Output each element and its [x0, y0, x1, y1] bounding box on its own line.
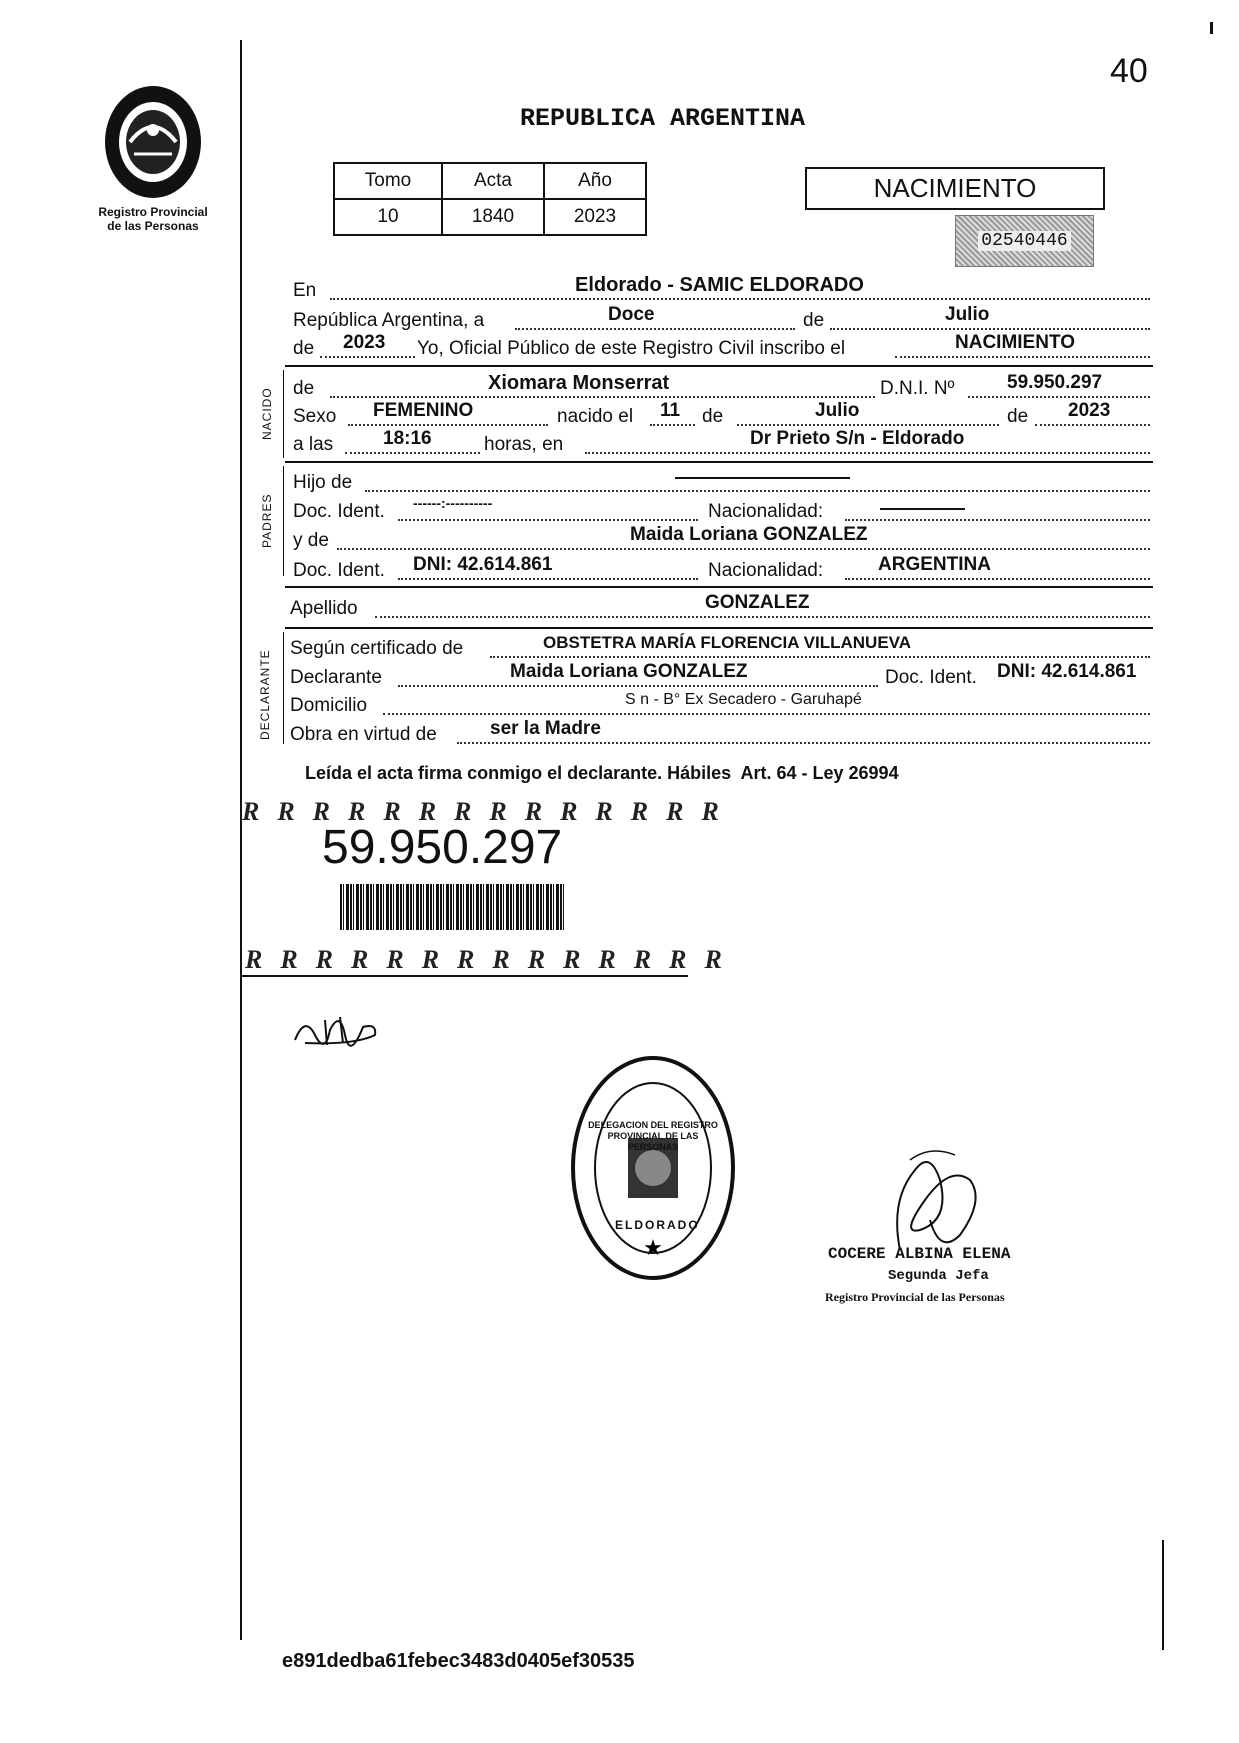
apellido-label: Apellido [290, 598, 358, 619]
record-table [333, 162, 647, 236]
dotted-line [968, 396, 1150, 398]
de-label: de [803, 310, 825, 331]
seal-ring-text: DELEGACION DEL REGISTRO PROVINCIAL DE LAS PERSONAS [588, 1120, 718, 1152]
anio-nac-value: 2023 [1068, 400, 1111, 421]
official-signature [880, 1140, 990, 1260]
dotted-line [490, 656, 1150, 658]
blank-dash [675, 477, 850, 479]
section-declarante-label: DECLARANTE [258, 649, 272, 740]
obra-value: ser la Madre [490, 718, 601, 739]
section-divider [285, 586, 1153, 588]
dotted-line [337, 548, 1150, 550]
nac1-label: Nacionalidad: [708, 501, 824, 522]
section-divider [285, 627, 1153, 629]
apellido-value: GONZALEZ [705, 592, 810, 613]
value-acta: 1840 [442, 199, 544, 235]
dom-value: S n - B° Ex Secadero - Garuhapé [625, 691, 862, 708]
dotted-line [398, 685, 878, 687]
section-divider [285, 461, 1153, 463]
dni-value: 59.950.297 [1007, 372, 1103, 393]
hora-value: 18:16 [383, 428, 432, 449]
dotted-line [457, 742, 1150, 744]
act-type: NACIMIENTO [873, 173, 1037, 203]
anio-value: 2023 [343, 332, 386, 353]
section-bracket [283, 632, 284, 744]
dotted-line [398, 519, 698, 521]
official-title: Segunda Jefa [888, 1268, 989, 1284]
tipo-value: NACIMIENTO [955, 332, 1075, 353]
dom-label: Domicilio [290, 695, 368, 716]
dia-nac-value: 11 [660, 400, 681, 421]
dni-label: D.N.I. Nº [880, 378, 955, 399]
security-band-bottom: RRRRRRRRRRRRRR [245, 945, 740, 974]
horas-en-label: horas, en [484, 434, 564, 455]
official-name: COCERE ALBINA ELENA [828, 1245, 1011, 1263]
security-band-top: RRRRRRRRRRRRRR [242, 797, 737, 826]
dotted-line [845, 578, 1150, 580]
dotted-line [365, 490, 1150, 492]
closing-text: Leída el acta firma conmigo el declarante. Hábiles Art. 64 - Ley 26994 [305, 763, 899, 783]
de2-label: de [293, 338, 315, 359]
id-number: 59.950.297 [322, 821, 563, 874]
cert-value: OBSTETRA MARÍA FLORENCIA VILLANUEVA [543, 633, 912, 652]
barcode [340, 884, 565, 930]
nacido-el-label: nacido el [557, 406, 634, 427]
de-label: de [702, 406, 724, 427]
dotted-line [650, 424, 695, 426]
value-anio: 2023 [544, 199, 646, 235]
dotted-line [585, 452, 1150, 454]
blank-dash [880, 508, 965, 510]
right-margin-line [1162, 1540, 1164, 1650]
doc2-value: DNI: 42.614.861 [413, 554, 553, 575]
obra-label: Obra en virtud de [290, 724, 437, 745]
dotted-line [348, 424, 548, 426]
value-tomo: 10 [334, 199, 442, 235]
section-nacido-label: NACIDO [260, 387, 274, 440]
sexo-value: FEMENINO [373, 400, 474, 421]
act-type-box [805, 167, 1105, 210]
dotted-line [398, 578, 698, 580]
doc2-label: Doc. Ident. [293, 560, 385, 581]
official-org: Registro Provincial de las Personas [825, 1290, 1005, 1304]
alas-label: a las [293, 434, 334, 455]
section-divider [285, 365, 1153, 367]
seal-center-text: ELDORADO [615, 1218, 700, 1232]
doc1-value: ------:---------- [413, 495, 493, 511]
dotted-line [320, 356, 415, 358]
dotted-line [515, 328, 795, 330]
dotted-line [383, 713, 1150, 715]
nombre-value: Xiomara Monserrat [488, 372, 670, 394]
en-label: En [293, 280, 317, 301]
corner-mark [1210, 22, 1213, 34]
nacido-de-label: de [293, 378, 315, 399]
left-margin-line [240, 40, 242, 1640]
svg-text:★: ★ [643, 1235, 663, 1260]
mes-value: Julio [945, 304, 990, 325]
hijo-label: Hijo de [293, 472, 353, 493]
header-tomo: Tomo [334, 163, 442, 199]
dotted-line [845, 519, 1150, 521]
country-title: REPUBLICA ARGENTINA [520, 104, 806, 133]
decl-label: Declarante [290, 667, 382, 688]
nac2-value: ARGENTINA [878, 554, 991, 575]
section-bracket [283, 370, 284, 458]
de-label: de [1007, 406, 1029, 427]
document-hash: e891dedba61febec3483d0405ef30535 [282, 1650, 635, 1672]
cert-label: Según certificado de [290, 638, 464, 659]
section-bracket [283, 466, 284, 576]
serial-number: 02540446 [978, 231, 1070, 251]
dotted-line [895, 356, 1150, 358]
band-underline [242, 975, 688, 977]
decl-value: Maida Loriana GONZALEZ [510, 661, 748, 682]
nac2-label: Nacionalidad: [708, 560, 824, 581]
dia-value: Doce [608, 304, 655, 325]
page-number: 40 [1110, 52, 1148, 90]
logo-caption: Registro Provincial de las Personas [98, 205, 208, 233]
doc-value: DNI: 42.614.861 [997, 661, 1137, 682]
dotted-line [737, 424, 999, 426]
yde-label: y de [293, 530, 329, 551]
dotted-line [345, 452, 480, 454]
republica-label: República Argentina, a [293, 310, 485, 331]
initials-signature [285, 1005, 385, 1055]
oficial-label: Yo, Oficial Público de este Registro Civil inscribo el [417, 338, 846, 359]
lugar-value: Dr Prieto S/n - Eldorado [750, 428, 965, 449]
doc-label: Doc. Ident. [885, 667, 977, 688]
dotted-line [330, 298, 1150, 300]
dotted-line [330, 396, 875, 398]
sexo-label: Sexo [293, 406, 337, 427]
en-value: Eldorado - SAMIC ELDORADO [575, 274, 864, 296]
section-padres-label: PADRES [260, 493, 274, 548]
madre-value: Maida Loriana GONZALEZ [630, 524, 868, 545]
mes-nac-value: Julio [815, 400, 860, 421]
dotted-line [830, 328, 1150, 330]
doc1-label: Doc. Ident. [293, 501, 385, 522]
dotted-line [1035, 424, 1150, 426]
dotted-line [375, 616, 1150, 618]
province-logo [98, 82, 208, 207]
header-anio: Año [544, 163, 646, 199]
serial-stamp [955, 215, 1094, 267]
official-seal [568, 1050, 738, 1280]
header-acta: Acta [442, 163, 544, 199]
